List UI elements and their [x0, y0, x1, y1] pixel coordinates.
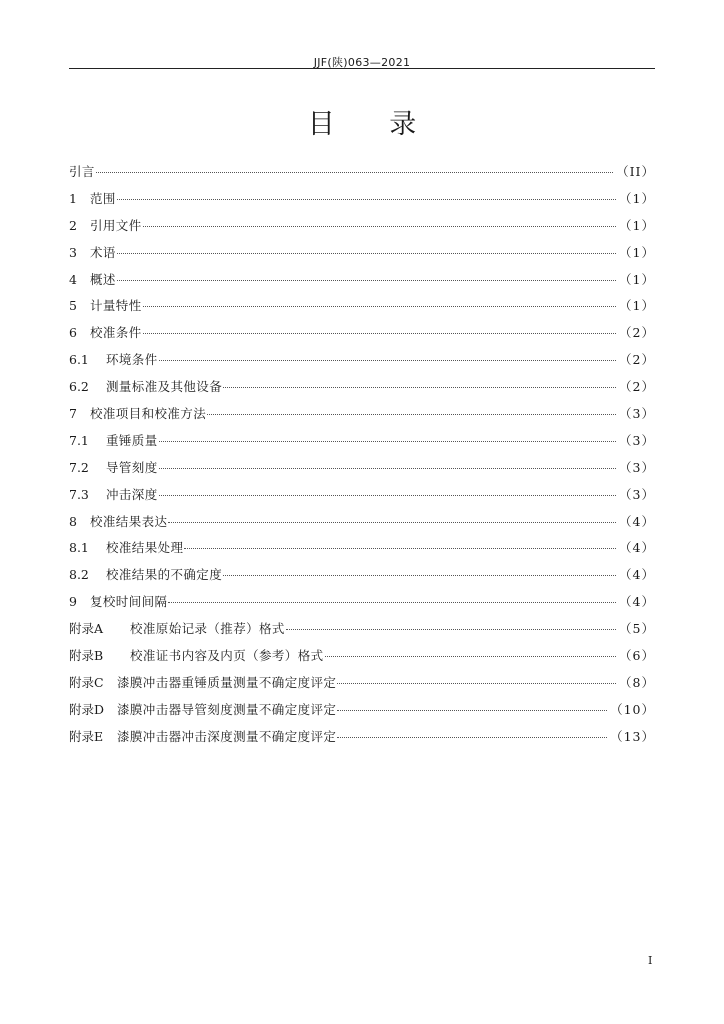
toc-entry[interactable]	[69, 619, 655, 646]
toc-entry-title: 引言	[69, 164, 95, 179]
toc-entry-page: （6）	[619, 648, 655, 664]
toc-entry-title: 漆膜冲击器重锤质量测量不确定度评定	[117, 674, 337, 690]
toc-entry-number: 7.3	[69, 486, 89, 502]
toc-entry-number: 1	[69, 190, 77, 206]
toc-entry-title: 漆膜冲击器导管刻度测量不确定度评定	[117, 701, 337, 717]
toc-entry-number: 7.2	[69, 459, 89, 475]
toc-entry-page: （3）	[619, 406, 655, 422]
toc-entry-number: 6.2	[69, 379, 89, 395]
toc-entry-title: 校准项目和校准方法	[90, 406, 207, 422]
toc-entry-page: （3）	[619, 486, 655, 502]
toc-entry-page: （1）	[619, 244, 655, 260]
toc-entry[interactable]	[69, 377, 655, 404]
toc-entry[interactable]	[69, 727, 655, 754]
toc-entry[interactable]	[69, 592, 655, 619]
toc-entry-number: 8	[69, 513, 77, 529]
toc-entry-number: 附录D	[69, 701, 105, 717]
toc-entry-title: 导管刻度	[106, 459, 158, 475]
toc-entry-page: （1）	[619, 190, 655, 206]
toc-entry-page: （3）	[619, 459, 655, 475]
toc-leader-dots	[159, 495, 616, 496]
toc-leader-dots	[286, 629, 616, 630]
toc-entry-page: （1）	[619, 298, 655, 314]
page-title: 目 录	[307, 109, 417, 140]
toc-entry[interactable]	[69, 162, 655, 189]
toc-leader-dots	[159, 441, 616, 442]
toc-entry[interactable]	[69, 565, 655, 592]
toc-entry-title: 测量标准及其他设备	[106, 379, 223, 395]
toc-entry-number: 6.1	[69, 352, 89, 368]
toc-entry-number: 7	[69, 406, 77, 422]
toc-entry-title: 校准证书内容及内页（参考）格式	[130, 648, 324, 664]
toc-entry-page: （II）	[616, 164, 655, 179]
toc-entry-title: 校准原始记录（推荐）格式	[130, 621, 285, 637]
toc-leader-dots	[159, 468, 616, 469]
toc-entry-title: 漆膜冲击器冲击深度测量不确定度评定	[117, 728, 337, 744]
toc-entry[interactable]	[69, 189, 655, 216]
toc-entry[interactable]	[69, 646, 655, 673]
toc-entry-title: 校准结果表达	[90, 513, 168, 529]
toc-leader-dots	[184, 548, 616, 549]
toc-entry-page: （2）	[619, 325, 655, 341]
toc-entry-title: 引用文件	[90, 217, 142, 233]
toc-leader-dots	[325, 656, 617, 657]
toc-leader-dots	[223, 387, 616, 388]
header-divider	[69, 68, 655, 69]
toc-entry-page: （5）	[619, 621, 655, 637]
toc-entry-number: 附录C	[69, 674, 104, 690]
toc-entry-title: 重锤质量	[106, 432, 158, 448]
toc-entry-number: 4	[69, 271, 77, 287]
toc-entry[interactable]	[69, 270, 655, 297]
standard-code-header: JJF(陕)063—2021	[313, 56, 411, 69]
toc-entry-page: （4）	[619, 540, 655, 556]
toc-leader-dots	[168, 522, 616, 523]
toc-entry-title: 校准结果处理	[106, 540, 184, 556]
toc-entry-page: （3）	[619, 432, 655, 448]
toc-leader-dots	[96, 172, 613, 173]
toc-entry[interactable]	[69, 431, 655, 458]
toc-entry[interactable]	[69, 216, 655, 243]
toc-entry-title: 计量特性	[90, 298, 142, 314]
toc-leader-dots	[337, 737, 607, 738]
toc-leader-dots	[223, 575, 616, 576]
toc-leader-dots	[207, 414, 616, 415]
toc-entry-title: 范围	[90, 190, 116, 206]
toc-entry[interactable]	[69, 350, 655, 377]
toc-entry[interactable]	[69, 538, 655, 565]
toc-entry-page: （1）	[619, 271, 655, 287]
toc-leader-dots	[117, 199, 616, 200]
toc-entry-title: 复校时间间隔	[90, 594, 168, 610]
toc-leader-dots	[337, 710, 607, 711]
toc-entry-number: 5	[69, 298, 77, 314]
toc-entry-page: （4）	[619, 594, 655, 610]
toc-entry-page: （4）	[619, 567, 655, 583]
toc-entry-page: （2）	[619, 352, 655, 368]
toc-leader-dots	[117, 253, 616, 254]
toc-entry-title: 术语	[90, 244, 116, 260]
toc-entry[interactable]	[69, 700, 655, 727]
toc-entry-title: 校准条件	[90, 325, 142, 341]
toc-entry-number: 9	[69, 594, 77, 610]
toc-leader-dots	[143, 306, 616, 307]
toc-entry-page: （2）	[619, 379, 655, 395]
toc-entry-title: 冲击深度	[106, 486, 158, 502]
toc-leader-dots	[143, 226, 616, 227]
page-number: I	[648, 954, 653, 967]
toc-entry-page: （4）	[619, 513, 655, 529]
toc-leader-dots	[143, 333, 616, 334]
toc-entry[interactable]	[69, 512, 655, 539]
toc-entry-number: 8.1	[69, 540, 89, 556]
toc-entry-title: 校准结果的不确定度	[106, 567, 223, 583]
toc-entry[interactable]	[69, 404, 655, 431]
toc-entry-number: 2	[69, 217, 77, 233]
toc-entry-number: 7.1	[69, 432, 89, 448]
toc-entry-title: 环境条件	[106, 352, 158, 368]
toc-entry-number: 3	[69, 244, 77, 260]
toc-leader-dots	[117, 280, 616, 281]
toc-leader-dots	[337, 683, 616, 684]
toc-entry[interactable]	[69, 296, 655, 323]
toc-leader-dots	[159, 360, 616, 361]
toc-entry-number: 8.2	[69, 567, 89, 583]
toc-entry-page: （10）	[610, 701, 655, 717]
toc-entry-title: 概述	[90, 271, 116, 287]
toc-entry-page: （1）	[619, 217, 655, 233]
toc-entry-number: 附录A	[69, 621, 104, 637]
toc-entry[interactable]	[69, 323, 655, 350]
toc-entry-number: 附录B	[69, 648, 104, 664]
toc-entry-number: 附录E	[69, 728, 104, 744]
toc-entry[interactable]	[69, 673, 655, 700]
toc-entry[interactable]	[69, 485, 655, 512]
toc-entry[interactable]	[69, 243, 655, 270]
toc-entry[interactable]	[69, 458, 655, 485]
toc-entry-number: 6	[69, 325, 77, 341]
toc-entry-page: （8）	[619, 674, 655, 690]
toc-leader-dots	[168, 602, 616, 603]
toc-entry-page: （13）	[610, 728, 655, 744]
table-of-contents	[69, 162, 655, 754]
